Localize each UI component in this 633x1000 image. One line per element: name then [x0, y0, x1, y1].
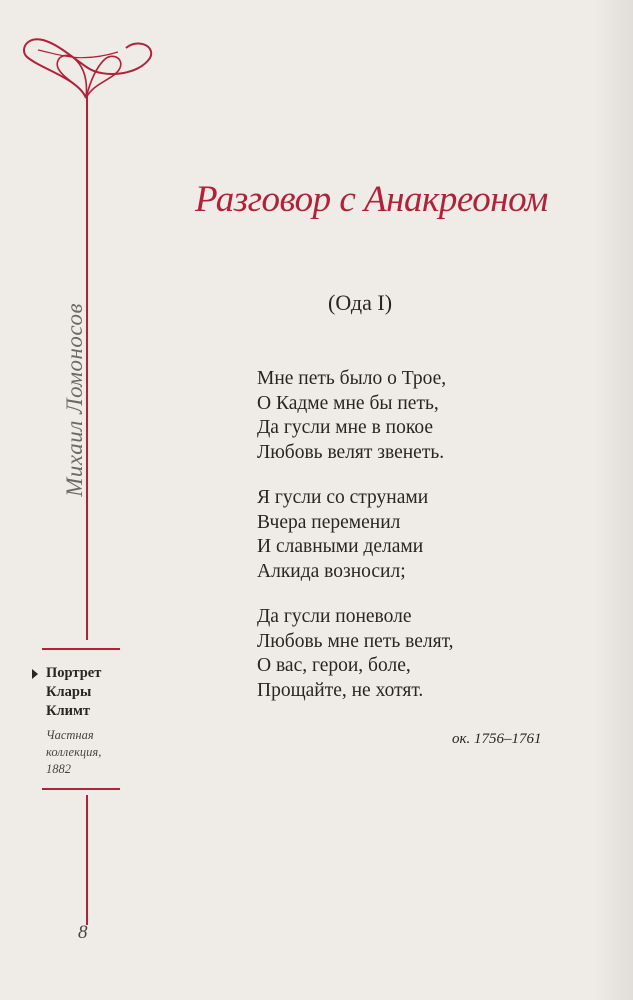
- flourish-ornament-icon: [18, 28, 158, 108]
- caption-detail-line: Частная: [46, 728, 94, 742]
- poem-line: О Кадме мне бы петь,: [257, 392, 439, 414]
- caption-rule-top: [42, 648, 120, 650]
- poem-line: И славными делами: [257, 536, 424, 557]
- page-number: 8: [78, 922, 88, 943]
- poem-title: Разговор с Анакреоном: [195, 179, 548, 220]
- poem-date: ок. 1756–1761: [452, 731, 542, 747]
- caption-title-line: Клары: [46, 684, 92, 700]
- poem-line: Вчера переменил: [257, 511, 401, 533]
- page-edge-shadow: [593, 0, 633, 1000]
- caption-title-line: Портрет: [46, 665, 102, 681]
- poem-line: О вас, герои, боле,: [257, 655, 411, 676]
- poem-line: Любовь мне петь велят,: [257, 630, 454, 652]
- poem-line: Любовь велят звенеть.: [257, 441, 445, 463]
- caption-title-line: Климт: [46, 703, 91, 719]
- running-head-author: Михаил Ломоносов: [62, 303, 87, 497]
- caption-rule-bottom: [42, 788, 120, 790]
- caption-title: [46, 664, 122, 721]
- poem-stanza: [257, 605, 454, 703]
- poem-stanza: [257, 367, 446, 465]
- poem-line: Да гусли мне в покое: [257, 417, 433, 438]
- poem-line: Я гусли со струнами: [257, 487, 429, 508]
- caption-details: [46, 727, 122, 778]
- poem-stanza: [257, 486, 428, 584]
- caption-pointer-icon: [32, 669, 38, 679]
- caption-detail-line: 1882: [46, 762, 71, 776]
- poem-line: Мне петь было о Трое,: [257, 368, 447, 389]
- vertical-rule-bottom: [86, 795, 88, 925]
- illustration-caption: [32, 664, 122, 778]
- poem-subtitle: (Ода I): [328, 290, 393, 315]
- poem-line: Прощайте, не хотят.: [257, 679, 424, 701]
- poem-line: Алкида возносил;: [257, 560, 406, 582]
- poem-line: Да гусли поневоле: [257, 606, 412, 627]
- caption-detail-line: коллекция,: [46, 745, 102, 759]
